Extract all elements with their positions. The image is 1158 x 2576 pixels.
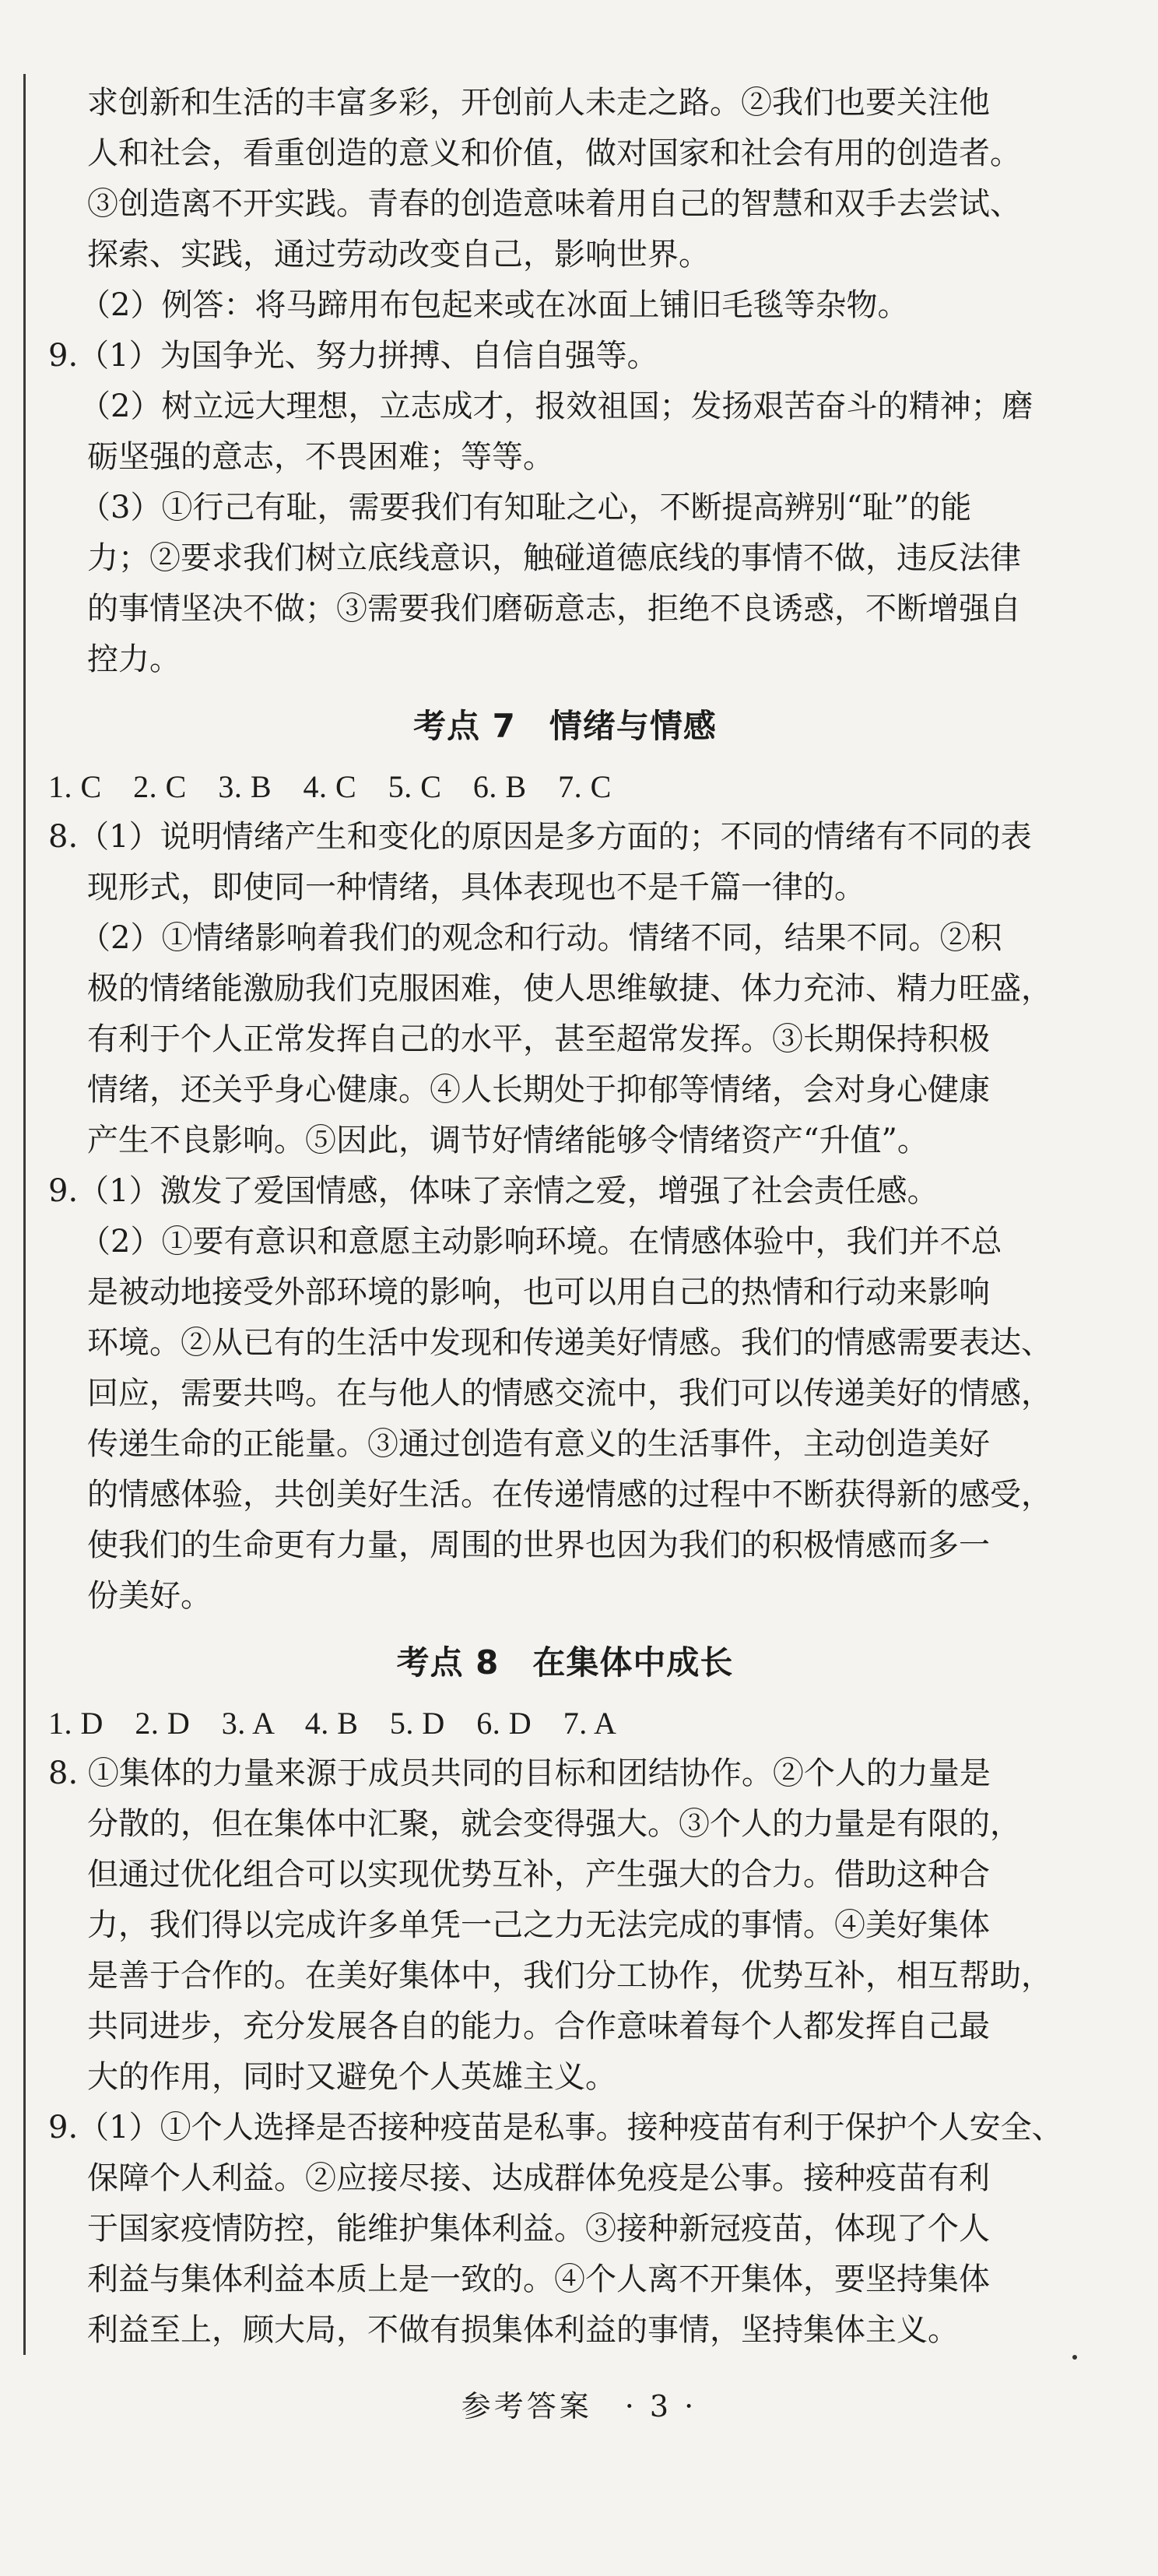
text-line: 利益与集体利益本质上是一致的。④个人离不开集体，要坚持集体 <box>87 2261 990 2297</box>
text-line: 探索、实践，通过劳动改变自己，影响世界。 <box>87 237 710 272</box>
text-line: 控力。 <box>87 641 181 677</box>
text-line: 是被动地接受外部环境的影响，也可以用自己的热情和行动来影响 <box>87 1274 990 1310</box>
stray-dot <box>1072 2355 1077 2360</box>
text-line: 砺坚强的意志，不畏困难；等等。 <box>87 439 554 475</box>
text-line: （2）①要有意识和意愿主动影响环境。在情感体验中，我们并不总 <box>79 1224 1002 1260</box>
text-line: （2）树立远大理想，立志成才，报效祖国；发扬艰苦奋斗的精神；磨 <box>79 388 1033 424</box>
text-line: 情绪，还关乎身心健康。④人长期处于抑郁等情绪，会对身心健康 <box>87 1072 990 1108</box>
choice-answers-7: 1. C 2. C 3. B 4. C 5. C 6. B 7. C <box>48 769 612 804</box>
text-line: 使我们的生命更有力量，周围的世界也因为我们的积极情感而多一 <box>87 1527 990 1563</box>
question-line: 9.（1）①个人选择是否接种疫苗是私事。接种疫苗有利于保护个人安全、 <box>48 2110 1063 2145</box>
text-line: 保障个人利益。②应接尽接、达成群体免疫是公事。接种疫苗有利 <box>87 2160 990 2196</box>
text-line: 利益至上，顾大局，不做有损集体利益的事情，坚持集体主义。 <box>87 2312 959 2348</box>
text-line: ③创造离不开实践。青春的创造意味着用自己的智慧和双手去尝试、 <box>87 186 1021 222</box>
text-line: 是善于合作的。在美好集体中，我们分工协作，优势互补，相互帮助， <box>87 1958 1052 1994</box>
text-line: 于国家疫情防控，能维护集体利益。③接种新冠疫苗，体现了个人 <box>87 2211 990 2247</box>
choice-answers-8: 1. D 2. D 3. A 4. B 5. D 6. D 7. A <box>48 1706 617 1741</box>
text-line: 分散的，但在集体中汇聚，就会变得强大。③个人的力量是有限的， <box>87 1806 1021 1842</box>
text-line: 力；②要求我们树立底线意识，触碰道德底线的事情不做，违反法律 <box>87 540 1021 576</box>
question-line: 9.（1）为国争光、努力拼搏、自信自强等。 <box>48 338 658 374</box>
text-line: 现形式，即使同一种情绪，具体表现也不是千篇一律的。 <box>87 870 865 905</box>
page-footer: 参考答案 · 3 · <box>461 2389 697 2423</box>
text-line: 传递生命的正能量。③通过创造有意义的生活事件，主动创造美好 <box>87 1426 990 1462</box>
text-line: 极的情绪能激励我们克服困难，使人思维敏捷、体力充沛、精力旺盛， <box>87 971 1052 1007</box>
text-line: 的事情坚决不做；③需要我们磨砺意志，拒绝不良诱惑，不断增强自 <box>87 591 1021 627</box>
margin-rule <box>23 74 26 2355</box>
section-heading-7: 考点 7 情绪与情感 <box>413 707 717 745</box>
text-line: 有利于个人正常发挥自己的水平，甚至超常发挥。③长期保持积极 <box>87 1021 990 1057</box>
text-line: 环境。②从已有的生活中发现和传递美好情感。我们的情感需要表达、 <box>87 1325 1052 1361</box>
text-line: 共同进步，充分发展各自的能力。合作意味着每个人都发挥自己最 <box>87 2008 990 2044</box>
text-line: 大的作用，同时又避免个人英雄主义。 <box>87 2059 616 2095</box>
text-line: 人和社会，看重创造的意义和价值，做对国家和社会有用的创造者。 <box>87 135 1021 171</box>
text-line: 份美好。 <box>87 1578 212 1614</box>
text-line: 求创新和生活的丰富多彩，开创前人未走之路。②我们也要关注他 <box>87 85 990 121</box>
text-line: 回应，需要共鸣。在与他人的情感交流中，我们可以传递美好的情感， <box>87 1376 1052 1411</box>
question-line: 9.（1）激发了爱国情感，体味了亲情之爱，增强了社会责任感。 <box>48 1173 939 1209</box>
text-line: （3）①行己有耻，需要我们有知耻之心，不断提高辨别“耻”的能 <box>79 490 972 525</box>
text-line: （2）①情绪影响着我们的观念和行动。情绪不同，结果不同。②积 <box>79 920 1002 956</box>
text-line: 力，我们得以完成许多单凭一己之力无法完成的事情。④美好集体 <box>87 1907 990 1943</box>
question-line: 8.（1）说明情绪产生和变化的原因是多方面的；不同的情绪有不同的表 <box>48 819 1032 855</box>
section-heading-8: 考点 8 在集体中成长 <box>396 1643 734 1682</box>
text-line: 的情感体验，共创美好生活。在传递情感的过程中不断获得新的感受， <box>87 1477 1052 1513</box>
text-line: （2）例答：将马蹄用布包起来或在冰面上铺旧毛毯等杂物。 <box>79 287 909 323</box>
text-line: 产生不良影响。⑤因此，调节好情绪能够令情绪资产“升值”。 <box>87 1123 928 1158</box>
answer-content <box>48 78 1082 2356</box>
text-line: 但通过优化组合可以实现优势互补，产生强大的合力。借助这种合 <box>87 1857 990 1892</box>
question-line: 8. ①集体的力量来源于成员共同的目标和团结协作。②个人的力量是 <box>48 1755 991 1791</box>
